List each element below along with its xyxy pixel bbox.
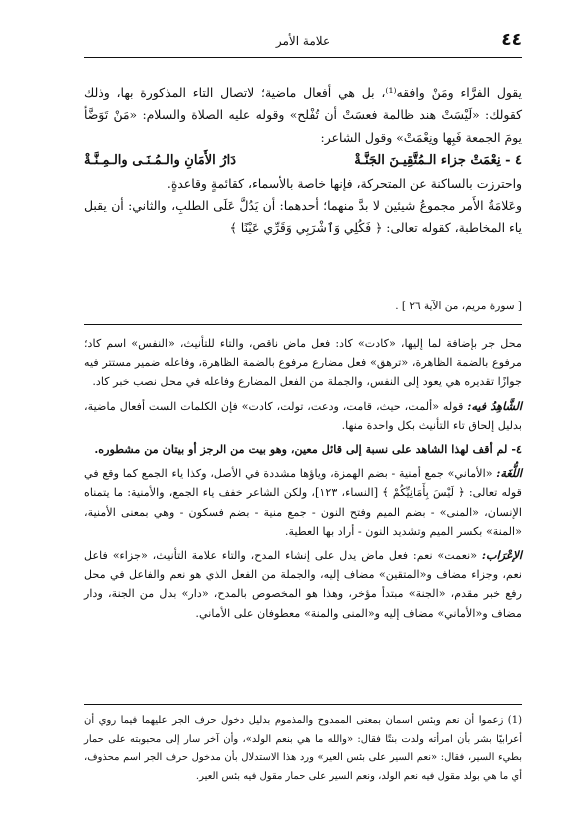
commentary-paragraph <box>84 397 522 435</box>
page-header <box>84 26 522 56</box>
label-irab: الإعْرَاب: <box>481 548 522 563</box>
verse-line <box>84 149 522 173</box>
footnote <box>84 712 522 786</box>
irab-text: «نعمت» نعم: فعل ماض يدل على إنشاء المدح، والتاء علامة التأنيث، «جزاء» فاعل نعم، وجزاء مضاف و«المتقين» مضاف إليه، والجملة من الفعل الذي هو نعم والفاعل في محل رفع خبر مقدم، «الجنة» مبتدأ مؤخر، وهذا هو المخصوص بالمدح، «دار» بدل من الجنة، ودار مضاف و«الأماني» مضاف إليه و«المنى والمنة» معطوفان على الأماني. <box>84 549 522 620</box>
lugha-text: «الأماني» جمع أمنية - بضم الهمزة، وياؤها مشددة في الأصل، وكذا ياء الجمع كما وقع في قوله تعالى: ﴿ لَيْسَ بِأَمَانِيِّكُمْ ﴾ [النساء، ١٢٣]، ولكن الشاعر خفف ياء الجمع، والأمنية: ما يتمناه الإنسان، «المنى» - بضم الميم وفتح النون - جمع منية - بضم فسكون - وهي بمعنى الأمنية، «المنة» بكسر الميم وتشديد النون - أراد بها العطية. <box>84 467 522 538</box>
main-paragraph: يقول الفرَّاء ومَنْ وافقه⁽¹⁾، بل هي أفعال ماضية؛ لاتصال التاء المذكورة بها، وذلك كقولك: «لَيْسَتْ هند ظالمة فعسَتْ أن تُفْلح» وقوله عليه الصلاة والسلام: «مَنْ تَوَضَّأ يومَ الجمعة فَبِها ونِعْمَتْ» وقول الشاعر: <box>84 85 523 145</box>
commentary <box>84 334 522 628</box>
section-rule <box>84 324 522 325</box>
commentary-paragraph: ٤- لم أقف لهذا الشاهد على نسبة إلى قائل معين، وهو بيت من الرجز أو بيتان من مشطوره. <box>94 442 522 457</box>
shahid-text: قوله «ألمت، حيث، قامت، ودعت، تولت، كادت» فإن الكلمات الست أفعال ماضية، بدليل إلحاق تاء التأنيث بكل واحدة منها. <box>84 399 522 432</box>
quran-citation: [ سورة مريم، من الآية ٢٦ ] . <box>395 300 522 312</box>
main-paragraph: وعَلامَةُ الأَمر مجموعُ شيئين لا بدَّ منهما؛ أحدهما: أن يَدُلَّ عَلَى الطلبِ، والثاني: أن يقبل ياء المخاطبة، كقوله تعالى: ﴿ فَكُلِي وَٱشْرَبِي وَقَرِّي عَيْنًا ﴾ <box>84 198 522 236</box>
main-text <box>84 82 522 240</box>
header-rule <box>84 57 522 58</box>
verse-number: ٤ <box>515 152 522 168</box>
commentary-paragraph <box>84 464 522 541</box>
footnote-rule <box>84 704 522 705</box>
commentary-paragraph: محل جر بإضافة لما إليها، «كادت» كاد: فعل ماض ناقص، والتاء للتأنيث، «النفس» اسم كاد؛ مرفوع بالضمة الظاهرة، «ترهق» فعل مضارع مرفوع بالضمة الظاهرة، وفاعله ضمير مستتر فيه جوازًا تقديره هي يعود إلى النفس، والجملة من الفعل المضارع وفاعله في محل نصب خبر كاد. <box>84 337 522 389</box>
verse-first-half <box>354 149 522 173</box>
commentary-paragraph <box>84 546 522 623</box>
footnote-text: (1) زعموا أن نعم وبئس اسمان بمعنى الممدوح والمذموم بدليل دخول حرف الجر عليهما فيما روي أن أعرابيًا بشر بأن امرأته ولدت بنتًا فقال: «والله ما هي بنعم الولد»، وأن آخر سار إلى محبوبته على حمار بطيء السير، فقال: «نعم السير على بئس العير» ورد هذا الاستدلال بأن مدخول حرف الجر اسم محذوف، أي ما هي بولد مقول فيه نعم الولد، ونعم السير على حمار مقول فيه بئس العير. <box>84 715 522 782</box>
running-head: علامة الأمر <box>275 34 331 48</box>
verse-first-hemistich: - نِعْمَتْ جزاء الـمُتَّقِيـنَ الجَنَّـةْ <box>354 152 511 168</box>
main-paragraph: واحترزت بالساكنة عن المتحركة، فإنها خاصة بالأسماء، كقائمةٍ وقاعدةٍ. <box>166 175 522 191</box>
label-lugha: اللُّغَة: <box>496 466 522 481</box>
label-shahid: الشَّاهِدُ فيه: <box>467 398 522 413</box>
page-number: ٤٤ <box>501 30 522 50</box>
verse-second-hemistich: دَارُ الأَمَانِ والـمُـنَـى والـمِـنَّـةْ <box>84 152 236 168</box>
